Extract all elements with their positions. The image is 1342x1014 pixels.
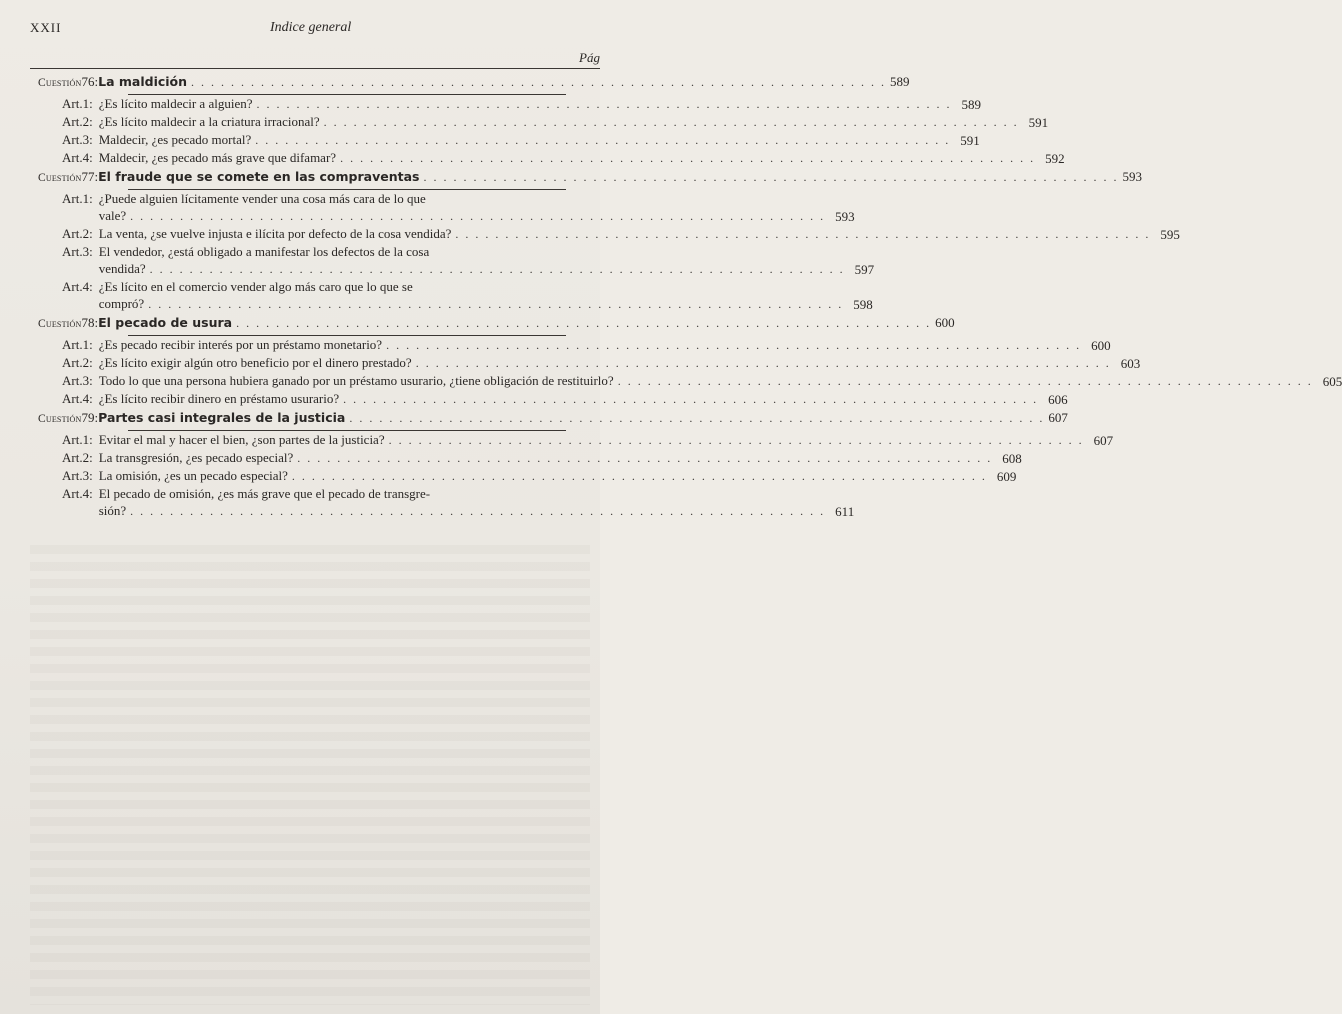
article-text-line xyxy=(99,502,829,520)
article-text-line xyxy=(99,131,955,149)
article-number: 3: xyxy=(82,468,93,483)
article-label: Art. xyxy=(62,337,83,352)
article-entry xyxy=(38,243,875,278)
article-number: 4: xyxy=(82,391,93,406)
article-question: ¿Es lícito en el comercio vender algo más caro que lo que se xyxy=(98,279,413,294)
dot-leader: . . . . . . . . . . . . . . . . . . . . . . . . . . . . . . . . . . . . . . . . . . . . . . . . . . . . . . . . . . . . . . . . . . . . . . xyxy=(323,115,1019,129)
question-page: 607 xyxy=(1048,410,1068,425)
article-number: 3: xyxy=(82,244,93,259)
article-label: Art. xyxy=(62,132,83,147)
article-page: 607 xyxy=(1093,433,1114,448)
article-entry xyxy=(38,372,1342,390)
article-entry xyxy=(38,449,1022,467)
article-entry xyxy=(38,278,873,313)
article-text-line xyxy=(99,354,1115,372)
article-label: Art. xyxy=(62,244,83,259)
article-entry xyxy=(38,431,1114,449)
article-text-line xyxy=(99,190,829,207)
article-question: La transgresión, ¿es pecado especial? xyxy=(98,450,294,465)
article-question: ¿Es lícito exigir algún otro beneficio por el dinero prestado? xyxy=(98,355,412,370)
article-page: 593 xyxy=(835,209,855,224)
article-question: Evitar el mal y hacer el bien, ¿son partes de la justicia? xyxy=(98,432,385,447)
dot-leader: . . . . . . . . . . . . . . . . . . . . . . . . . . . . . . . . . . . . . . . . . . . . . . . . . . . . . . . . . . . . . . . . . . . . . . xyxy=(297,451,993,465)
dot-leader: . . . . . . . . . . . . . . . . . . . . . . . . . . . . . . . . . . . . . . . . . . . . . . . . . . . . . . . . . . . . . . . . . . . . . . xyxy=(148,297,844,311)
question-number: 79: xyxy=(81,410,99,425)
article-question: sión? xyxy=(98,503,127,518)
article-entry xyxy=(38,95,981,113)
article-text-line xyxy=(99,390,1042,408)
dot-leader: . . . . . . . . . . . . . . . . . . . . . . . . . . . . . . . . . . . . . . . . . . . . . . . . . . . . . . . . . . . . . . . . . . . . . . xyxy=(423,170,1119,184)
dot-leader: . . . . . . . . . . . . . . . . . . . . . . . . . . . . . . . . . . . . . . . . . . . . . . . . . . . . . . . . . . . . . . . . . . . . . . xyxy=(343,392,1039,406)
question-entry xyxy=(38,410,1068,430)
article-question: Maldecir, ¿es pecado mortal? xyxy=(98,132,252,147)
article-page: 591 xyxy=(960,133,980,148)
article-page: 595 xyxy=(1160,227,1180,242)
article-page: 609 xyxy=(996,469,1017,484)
question-title: La maldición xyxy=(98,74,188,89)
article-question: ¿Puede alguien lícitamente vender una cosa más cara de lo que xyxy=(98,191,426,206)
article-text-line xyxy=(99,449,997,467)
article-question: ¿Es lícito recibir dinero en préstamo usurario? xyxy=(98,391,340,406)
article-entry xyxy=(38,354,1141,372)
article-page: 589 xyxy=(961,97,981,112)
dot-leader: . . . . . . . . . . . . . . . . . . . . . . . . . . . . . . . . . . . . . . . . . . . . . . . . . . . . . . . . . . . . . . . . . . . . . . xyxy=(388,433,1084,447)
article-text-line xyxy=(99,295,847,313)
article-number: 2: xyxy=(82,355,93,370)
article-label: Art. xyxy=(62,373,83,388)
article-text-line xyxy=(99,149,1039,167)
article-label: Art. xyxy=(62,191,83,206)
article-text-line xyxy=(99,336,1085,354)
article-label: Art. xyxy=(62,226,83,241)
header-rule xyxy=(30,68,600,69)
article-entry xyxy=(38,190,855,225)
article-number: 1: xyxy=(82,191,93,206)
article-number: 3: xyxy=(82,373,93,388)
article-text-line xyxy=(99,95,956,113)
article-number: 1: xyxy=(82,432,93,447)
article-question: Todo lo que una persona hubiera ganado por un préstamo usurario, ¿tiene obligación de restituirlo? xyxy=(98,373,614,388)
article-number: 4: xyxy=(82,279,93,294)
article-number: 4: xyxy=(82,150,93,165)
article-label: Art. xyxy=(62,96,83,111)
article-entry xyxy=(38,131,980,149)
article-label: Art. xyxy=(62,279,83,294)
dot-leader: . . . . . . . . . . . . . . . . . . . . . . . . . . . . . . . . . . . . . . . . . . . . . . . . . . . . . . . . . . . . . . . . . . . . . . xyxy=(617,374,1313,388)
dot-leader: . . . . . . . . . . . . . . . . . . . . . . . . . . . . . . . . . . . . . . . . . . . . . . . . . . . . . . . . . . . . . . . . . . . . . . xyxy=(386,338,1082,352)
question-number: 76: xyxy=(81,74,99,89)
article-page: 606 xyxy=(1048,392,1068,407)
article-text-line xyxy=(99,207,829,225)
article-question: vale? xyxy=(98,208,127,223)
show-through-text xyxy=(30,545,590,1005)
article-entry xyxy=(38,149,1065,167)
article-label: Art. xyxy=(62,355,83,370)
article-page: 605 xyxy=(1322,374,1342,389)
article-entry xyxy=(38,467,1017,485)
question-label: Cuestión xyxy=(38,318,82,330)
article-label: Art. xyxy=(62,450,83,465)
article-text-line xyxy=(99,431,1088,449)
dot-leader: . . . . . . . . . . . . . . . . . . . . . . . . . . . . . . . . . . . . . . . . . . . . . . . . . . . . . . . . . . . . . . . . . . . . . . xyxy=(149,262,845,276)
article-text-line xyxy=(99,485,829,502)
article-question: La omisión, ¿es un pecado especial? xyxy=(98,468,288,483)
article-entry xyxy=(38,485,855,520)
dot-leader: . . . . . . . . . . . . . . . . . . . . . . . . . . . . . . . . . . . . . . . . . . . . . . . . . . . . . . . . . . . . . . . . . . . . . . xyxy=(256,97,952,111)
table-of-contents xyxy=(38,72,1342,520)
question-number: 78: xyxy=(81,315,99,330)
running-title: Indice general xyxy=(270,20,352,35)
page-header xyxy=(30,20,600,42)
article-number: 2: xyxy=(82,114,93,129)
article-text-line xyxy=(99,113,1023,131)
article-question: compró? xyxy=(98,296,145,311)
dot-leader: . . . . . . . . . . . . . . . . . . . . . . . . . . . . . . . . . . . . . . . . . . . . . . . . . . . . . . . . . . . . . . . . . . . . . . xyxy=(291,469,987,483)
article-text-line xyxy=(99,278,847,295)
question-label: Cuestión xyxy=(38,172,82,184)
article-page: 591 xyxy=(1028,115,1049,130)
dot-leader: . . . . . . . . . . . . . . . . . . . . . . . . . . . . . . . . . . . . . . . . . . . . . . . . . . . . . . . . . . . . . . . . . . . . . . xyxy=(130,504,826,518)
dot-leader: . . . . . . . . . . . . . . . . . . . . . . . . . . . . . . . . . . . . . . . . . . . . . . . . . . . . . . . . . . . . . . . . . . . . . . xyxy=(340,151,1036,165)
article-text-line xyxy=(99,260,849,278)
article-page: 592 xyxy=(1045,151,1065,166)
article-entry xyxy=(38,225,1180,243)
dot-leader: . . . . . . . . . . . . . . . . . . . . . . . . . . . . . . . . . . . . . . . . . . . . . . . . . . . . . . . . . . . . . . . . . . . . . . xyxy=(415,356,1111,370)
article-text-line xyxy=(99,225,1155,243)
article-page: 597 xyxy=(854,262,875,277)
article-label: Art. xyxy=(62,150,83,165)
question-label: Cuestión xyxy=(38,413,82,425)
question-title: Partes casi integrales de la justicia xyxy=(98,410,346,425)
dot-leader: . . . . . . . . . . . . . . . . . . . . . . . . . . . . . . . . . . . . . . . . . . . . . . . . . . . . . . . . . . . . . . . . . . . . . . xyxy=(130,209,826,223)
article-number: 2: xyxy=(82,226,93,241)
dot-leader: . . . . . . . . . . . . . . . . . . . . . . . . . . . . . . . . . . . . . . . . . . . . . . . . . . . . . . . . . . . . . . . . . . . . . . xyxy=(191,75,887,89)
article-question: vendida? xyxy=(98,261,146,276)
article-entry xyxy=(38,336,1111,354)
question-title: El pecado de usura xyxy=(98,315,233,330)
question-page: 600 xyxy=(935,315,955,330)
article-number: 4: xyxy=(82,486,93,501)
dot-leader: . . . . . . . . . . . . . . . . . . . . . . . . . . . . . . . . . . . . . . . . . . . . . . . . . . . . . . . . . . . . . . . . . . . . . . xyxy=(236,316,932,330)
article-label: Art. xyxy=(62,468,83,483)
article-page: 600 xyxy=(1091,338,1111,353)
article-question: El vendedor, ¿está obligado a manifestar los defectos de la cosa xyxy=(98,244,430,259)
article-question: La venta, ¿se vuelve injusta e ilícita por defecto de la cosa vendida? xyxy=(98,226,452,241)
dot-leader: . . . . . . . . . . . . . . . . . . . . . . . . . . . . . . . . . . . . . . . . . . . . . . . . . . . . . . . . . . . . . . . . . . . . . . xyxy=(255,133,951,147)
dot-leader: . . . . . . . . . . . . . . . . . . . . . . . . . . . . . . . . . . . . . . . . . . . . . . . . . . . . . . . . . . . . . . . . . . . . . . xyxy=(349,411,1045,425)
article-question: El pecado de omisión, ¿es más grave que el pecado de transgre- xyxy=(98,486,431,501)
article-text-line xyxy=(99,372,1317,390)
article-question: ¿Es lícito maldecir a alguien? xyxy=(98,96,253,111)
article-number: 3: xyxy=(82,132,93,147)
article-number: 1: xyxy=(82,96,93,111)
question-entry xyxy=(38,315,955,335)
article-label: Art. xyxy=(62,486,83,501)
dot-leader: . . . . . . . . . . . . . . . . . . . . . . . . . . . . . . . . . . . . . . . . . . . . . . . . . . . . . . . . . . . . . . . . . . . . . . xyxy=(455,227,1151,241)
page-column-label: Pág xyxy=(579,50,600,65)
question-page: 589 xyxy=(890,74,910,89)
article-number: 2: xyxy=(82,450,93,465)
article-label: Art. xyxy=(62,391,83,406)
article-page: 608 xyxy=(1002,451,1022,466)
question-number: 77: xyxy=(81,169,99,184)
article-entry xyxy=(38,390,1068,408)
article-number: 1: xyxy=(82,337,93,352)
question-title: El fraude que se comete en las compraventas xyxy=(98,169,420,184)
article-question: Maldecir, ¿es pecado más grave que difamar? xyxy=(98,150,337,165)
question-page: 593 xyxy=(1122,169,1142,184)
article-label: Art. xyxy=(62,432,83,447)
article-text-line xyxy=(99,243,849,260)
page-number: XXII xyxy=(30,20,62,35)
article-entry xyxy=(38,113,1049,131)
question-entry xyxy=(38,169,1142,189)
question-label: Cuestión xyxy=(38,77,82,89)
article-question: ¿Es pecado recibir interés por un préstamo monetario? xyxy=(98,337,383,352)
article-page: 603 xyxy=(1120,356,1141,371)
article-page: 611 xyxy=(835,504,855,519)
question-entry xyxy=(38,74,910,94)
article-text-line xyxy=(99,467,991,485)
article-page: 598 xyxy=(853,297,873,312)
article-question: ¿Es lícito maldecir a la criatura irracional? xyxy=(98,114,320,129)
article-label: Art. xyxy=(62,114,83,129)
